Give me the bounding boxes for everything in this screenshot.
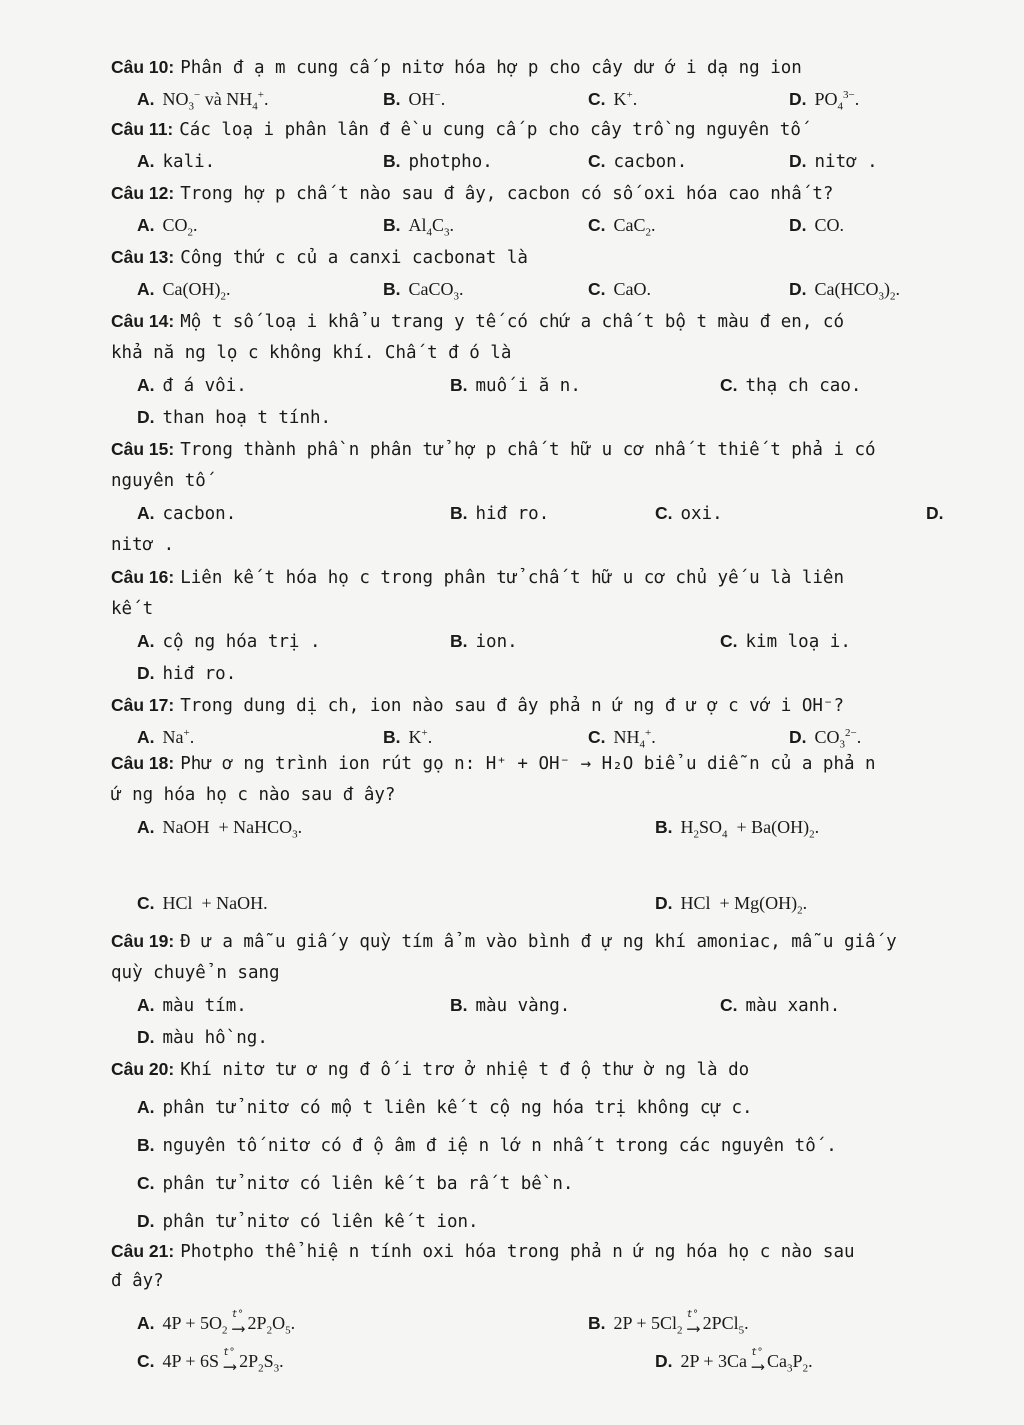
question-11-stem: Câu 11: Các loạ i phân lân đ ề u cung cấ p cho cây trồ ng nguyên tố bbox=[111, 119, 801, 140]
question-16-stem-cont: kế t bbox=[111, 599, 154, 619]
q18-option-b[interactable]: B. $H_2SO_4 + Ba(OH)_2$. bbox=[655, 817, 820, 841]
question-14-stem-cont: khả nă ng lọ c không khí. Chấ t đ ó là bbox=[111, 343, 512, 363]
q20-option-d[interactable]: D. phân tử nitơ có liên kế t ion. bbox=[137, 1211, 479, 1232]
question-10-stem: Câu 10: Phân đ ạ m cung cấ p nitơ hóa hợ p cho cây dư ớ i dạ ng ion bbox=[111, 57, 802, 78]
question-19-stem-cont: quỳ chuyể n sang bbox=[111, 963, 280, 983]
question-21-stem-cont: đ ây? bbox=[111, 1271, 164, 1291]
q13-option-b[interactable]: B. CaCO$_3$. bbox=[383, 279, 464, 303]
heat-arrow: t° ⟶ bbox=[751, 1347, 764, 1377]
question-21-stem: Câu 21: Photpho thể hiệ n tính oxi hóa trong phả n ứ ng hóa họ c nào sau bbox=[111, 1241, 855, 1262]
question-13-stem: Câu 13: Công thứ c củ a canxi cacbonat là bbox=[111, 247, 528, 268]
q15-option-b[interactable]: B. hiđ ro. bbox=[450, 503, 550, 524]
q17-option-d[interactable]: D. $CO_3^{2-}$. bbox=[789, 727, 862, 751]
q15-option-d-text[interactable]: nitơ . bbox=[111, 535, 175, 555]
q21-option-d[interactable]: D. 2P + 3Ca t° ⟶ $Ca_3P_2$. bbox=[655, 1347, 813, 1377]
heat-arrow: t° ⟶ bbox=[231, 1309, 244, 1339]
q13-option-a[interactable]: A. $Ca(OH)_2$. bbox=[137, 279, 231, 303]
heat-arrow: t° ⟶ bbox=[686, 1309, 699, 1339]
question-15-stem-cont: nguyên tố bbox=[111, 471, 206, 491]
q18-option-a[interactable]: A. NaOH + NaHCO$_3$. bbox=[137, 817, 303, 841]
question-14-stem: Câu 14: Mộ t số loạ i khẩ u trang y tế có chứ a chấ t bộ t màu đ en, có bbox=[111, 311, 844, 332]
q21-option-a[interactable]: A. $4P + 5O_2$ t° ⟶ $2P_2O_5$. bbox=[137, 1309, 296, 1339]
heat-arrow: t° ⟶ bbox=[223, 1347, 236, 1377]
q19-option-c[interactable]: C. màu xanh. bbox=[720, 995, 841, 1016]
q19-option-a[interactable]: A. màu tím. bbox=[137, 995, 247, 1016]
q10-option-a[interactable]: A. $NO_3^-$ và $NH_4^+$. bbox=[137, 89, 269, 113]
q20-option-a[interactable]: A. phân tử nitơ có mộ t liên kế t cộ ng hóa trị không cự c. bbox=[137, 1097, 753, 1118]
question-16-stem: Câu 16: Liên kế t hóa họ c trong phân tử chấ t hữ u cơ chủ yế u là liên bbox=[111, 567, 844, 588]
q11-option-c[interactable]: C. cacbon. bbox=[588, 151, 688, 172]
question-19-stem: Câu 19: Đ ư a mẫ u giấ y quỳ tím ẩ m vào bình đ ự ng khí amoniac, mẫ u giấ y bbox=[111, 931, 897, 952]
q15-option-a[interactable]: A. cacbon. bbox=[137, 503, 237, 524]
q19-option-d[interactable]: D. màu hồ ng. bbox=[137, 1027, 268, 1048]
q17-option-b[interactable]: B. K+. bbox=[383, 727, 433, 747]
q16-option-c[interactable]: C. kim loạ i. bbox=[720, 631, 851, 652]
question-17-stem: Câu 17: Trong dung dị ch, ion nào sau đ ây phả n ứ ng đ ư ợ c vớ i OH⁻? bbox=[111, 695, 844, 716]
q15-option-d[interactable]: D. bbox=[926, 503, 944, 523]
q15-option-c[interactable]: C. oxi. bbox=[655, 503, 723, 524]
q17-option-a[interactable]: A. Na+. bbox=[137, 727, 195, 747]
q21-option-b[interactable]: B. $2P + 5Cl_2$ t° ⟶ 2PCl$_5$. bbox=[588, 1309, 749, 1339]
q10-option-c[interactable]: C. K+. bbox=[588, 89, 638, 109]
q19-option-b[interactable]: B. màu vàng. bbox=[450, 995, 571, 1016]
q12-option-a[interactable]: A. $CO_2$. bbox=[137, 215, 198, 239]
q11-option-a[interactable]: A. kali. bbox=[137, 151, 216, 172]
q12-option-c[interactable]: C. CaC$_2$. bbox=[588, 215, 656, 239]
q17-option-c[interactable]: C. $NH_4^+$. bbox=[588, 727, 656, 751]
q14-option-d[interactable]: D. than hoạ t tính. bbox=[137, 407, 332, 428]
q12-option-d[interactable]: D. CO. bbox=[789, 215, 845, 235]
q13-option-d[interactable]: D. $Ca(HCO_3)_2$. bbox=[789, 279, 900, 303]
question-15-stem: Câu 15: Trong thành phầ n phân tử hợ p chấ t hữ u cơ nhấ t thiế t phả i có bbox=[111, 439, 876, 460]
q16-option-b[interactable]: B. ion. bbox=[450, 631, 518, 652]
question-18-stem: Câu 18: Phư ơ ng trình ion rút gọ n: H⁺ + OH⁻ → H₂O biể u diễ n củ a phả n bbox=[111, 753, 876, 774]
question-12-stem: Câu 12: Trong hợ p chấ t nào sau đ ây, cacbon có số oxi hóa cao nhấ t? bbox=[111, 183, 834, 204]
question-20-stem: Câu 20: Khí nitơ tư ơ ng đ ố i trơ ở nhiệ t đ ộ thư ờ ng là do bbox=[111, 1059, 750, 1080]
q14-option-c[interactable]: C. thạ ch cao. bbox=[720, 375, 862, 396]
q18-option-d[interactable]: D. HCl + $Mg(OH)_2$. bbox=[655, 893, 808, 917]
q21-option-c[interactable]: C. 4P + 6S t° ⟶ $2P_2S_3$. bbox=[137, 1347, 284, 1377]
q16-option-a[interactable]: A. cộ ng hóa trị . bbox=[137, 631, 321, 652]
q13-option-c[interactable]: C. CaO. bbox=[588, 279, 651, 299]
q11-option-d[interactable]: D. nitơ . bbox=[789, 151, 878, 172]
q11-option-b[interactable]: B. photpho. bbox=[383, 151, 493, 172]
q12-option-b[interactable]: B. $Al_4C_3$. bbox=[383, 215, 455, 239]
q10-option-d[interactable]: D. $PO_4^{3-}$. bbox=[789, 89, 860, 113]
q14-option-b[interactable]: B. muố i ă n. bbox=[450, 375, 581, 396]
q16-option-d[interactable]: D. hiđ ro. bbox=[137, 663, 237, 684]
q10-option-b[interactable]: B. OH−. bbox=[383, 89, 446, 109]
q20-option-b[interactable]: B. nguyên tố nitơ có đ ộ âm đ iệ n lớ n nhấ t trong các nguyên tố . bbox=[137, 1135, 837, 1156]
question-18-stem-cont: ứ ng hóa họ c nào sau đ ây? bbox=[111, 785, 396, 805]
q14-option-a[interactable]: A. đ á vôi. bbox=[137, 375, 247, 396]
q18-option-c[interactable]: C. HCl + NaOH. bbox=[137, 893, 268, 913]
q20-option-c[interactable]: C. phân tử nitơ có liên kế t ba rấ t bề n. bbox=[137, 1173, 574, 1194]
